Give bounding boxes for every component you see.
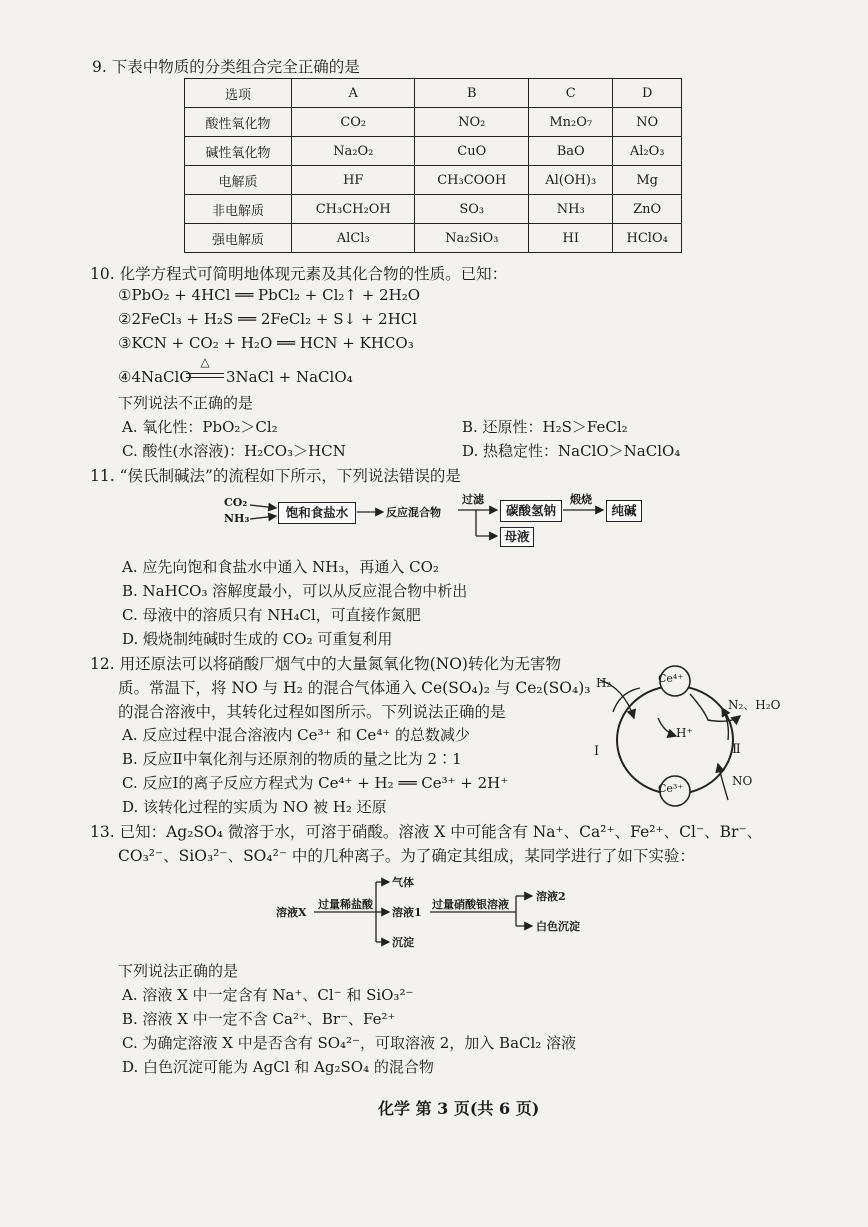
table-header-cell: B (415, 79, 529, 108)
no-label: NO (732, 774, 753, 788)
heat-condition: △ (200, 355, 210, 369)
q12-stem-line-1: 12. 用还原法可以将硝酸厂烟气中的大量氮氧化物(NO)转化为无害物 (90, 655, 561, 673)
table-cell: SO₃ (415, 195, 529, 224)
co2-label: CO₂ (224, 496, 248, 509)
soda-ash-box: 纯碱 (606, 500, 642, 522)
table-cell: NO₂ (415, 108, 529, 137)
table-cell: 强电解质 (185, 224, 292, 253)
table-cell: HI (529, 224, 613, 253)
silver-nitrate-label: 过量硝酸银溶液 (432, 898, 509, 911)
h2-label: H₂ (596, 676, 612, 690)
table-cell: BaO (529, 137, 613, 166)
table-cell: NH₃ (529, 195, 613, 224)
table-cell: Al(OH)₃ (529, 166, 613, 195)
table-header-cell: D (613, 79, 682, 108)
table-cell: Al₂O₃ (613, 137, 682, 166)
q12-option-a: A. 反应过程中混合溶液内 Ce³⁺ 和 Ce⁴⁺ 的总数减少 (122, 726, 471, 744)
q10-option-a: A. 氧化性：PbO₂＞Cl₂ (122, 418, 278, 436)
q9-stem: 9. 下表中物质的分类组合完全正确的是 (92, 58, 360, 76)
q13-option-b: B. 溶液 X 中一定不含 Ca²⁺、Br⁻、Fe²⁺ (122, 1010, 396, 1028)
q11-option-d: D. 煅烧制纯碱时生成的 CO₂ 可重复利用 (122, 630, 393, 648)
table-cell: HClO₄ (613, 224, 682, 253)
page-footer: 化学 第 3 页(共 6 页) (378, 1099, 540, 1118)
table-cell: Na₂O₂ (292, 137, 415, 166)
precipitate-label: 沉淀 (392, 936, 414, 949)
calcination-label: 煅烧 (570, 493, 592, 506)
n2-h2o-label: N₂、H₂O (728, 698, 781, 712)
q11-option-b: B. NaHCO₃ 溶解度最小，可以从反应混合物中析出 (122, 582, 468, 600)
sodium-bicarbonate-box: 碳酸氢钠 (500, 500, 562, 522)
q12-option-b: B. 反应Ⅱ中氧化剂与还原剂的物质的量之比为 2∶1 (122, 750, 462, 768)
q13-option-d: D. 白色沉淀可能为 AgCl 和 Ag₂SO₄ 的混合物 (122, 1058, 434, 1076)
solution-x-label: 溶液X (276, 906, 307, 919)
ce4-label: Ce⁴⁺ (658, 672, 684, 685)
q11-stem: 11. “侯氏制碱法”的流程如下所示，下列说法错误的是 (90, 467, 461, 485)
h-plus-label: H⁺ (676, 726, 693, 740)
q11-option-a: A. 应先向饱和食盐水中通入 NH₃，再通入 CO₂ (122, 558, 439, 576)
gas-label: 气体 (392, 876, 414, 889)
table-header-cell: 选项 (185, 79, 292, 108)
table-cell: 电解质 (185, 166, 292, 195)
q13-option-c: C. 为确定溶液 X 中是否含有 SO₄²⁻，可取溶液 2，加入 BaCl₂ 溶液 (122, 1034, 577, 1052)
ce3-label: Ce³⁺ (658, 782, 684, 795)
q13-option-a: A. 溶液 X 中一定含有 Na⁺、Cl⁻ 和 SiO₃²⁻ (122, 986, 414, 1004)
table-cell: 碱性氧化物 (185, 137, 292, 166)
q10-option-d: D. 热稳定性：NaClO＞NaClO₄ (462, 442, 681, 460)
reaction-2-label: Ⅱ (732, 742, 741, 757)
q10-option-b: B. 还原性：H₂S＞FeCl₂ (462, 418, 628, 436)
table-cell: CuO (415, 137, 529, 166)
q12-option-d: D. 该转化过程的实质为 NO 被 H₂ 还原 (122, 798, 387, 816)
table-cell: 非电解质 (185, 195, 292, 224)
reaction-mixture-label: 反应混合物 (386, 506, 441, 519)
q13-ask: 下列说法正确的是 (118, 962, 239, 980)
table-cell: CO₂ (292, 108, 415, 137)
q10-stem: 10. 化学方程式可简明地体现元素及其化合物的性质。已知： (90, 265, 508, 283)
reaction-1-label: Ⅰ (594, 744, 600, 759)
q10-equation-4-left: ④4NaClO (118, 368, 192, 386)
table-cell: CH₃COOH (415, 166, 529, 195)
table-cell: HF (292, 166, 415, 195)
q10-equation-1: ①PbO₂ + 4HCl ══ PbCl₂ + Cl₂↑ + 2H₂O (118, 286, 421, 304)
solution-2-label: 溶液2 (536, 890, 566, 903)
q12-stem-line-3: 的混合溶液中，其转化过程如图所示。下列说法正确的是 (118, 703, 506, 721)
q10-ask: 下列说法不正确的是 (118, 394, 254, 412)
table-cell: CH₃CH₂OH (292, 195, 415, 224)
q11-option-c: C. 母液中的溶质只有 NH₄Cl，可直接作氮肥 (122, 606, 421, 624)
q12-stem-line-2: 质。常温下，将 NO 与 H₂ 的混合气体通入 Ce(SO₄)₂ 与 Ce₂(SO₄)₃ (118, 679, 591, 697)
nh3-label: NH₃ (224, 512, 250, 525)
table-cell: NO (613, 108, 682, 137)
q10-equation-4-right: 3NaCl + NaClO₄ (226, 368, 353, 386)
q10-equation-3: ③KCN + CO₂ + H₂O ══ HCN + KHCO₃ (118, 334, 414, 352)
q10-option-c: C. 酸性(水溶液)：H₂CO₃＞HCN (122, 442, 346, 460)
table-cell: ZnO (613, 195, 682, 224)
q13-stem-line-1: 13. 已知：Ag₂SO₄ 微溶于水，可溶于硝酸。溶液 X 中可能含有 Na⁺、Ca²⁺、Fe²⁺、Cl⁻、Br⁻、 (90, 823, 763, 841)
table-cell: AlCl₃ (292, 224, 415, 253)
filtration-label: 过滤 (462, 493, 484, 506)
table-cell: 酸性氧化物 (185, 108, 292, 137)
q13-stem-line-2: CO₃²⁻、SiO₃²⁻、SO₄²⁻ 中的几种离子。为了确定其组成，某同学进行了如下实验： (118, 847, 695, 865)
table-cell: Na₂SiO₃ (415, 224, 529, 253)
table-header-cell: A (292, 79, 415, 108)
q10-equation-2: ②2FeCl₃ + H₂S ══ 2FeCl₂ + S↓ + 2HCl (118, 310, 418, 328)
saturated-brine-box: 饱和食盐水 (278, 502, 356, 524)
table-header-cell: C (529, 79, 613, 108)
table-cell: Mg (613, 166, 682, 195)
solution-1-label: 溶液1 (392, 906, 422, 919)
table-cell: Mn₂O₇ (529, 108, 613, 137)
white-precipitate-label: 白色沉淀 (536, 920, 580, 933)
dilute-hcl-label: 过量稀盐酸 (318, 898, 373, 911)
q12-option-c: C. 反应Ⅰ的离子反应方程式为 Ce⁴⁺ + H₂ ══ Ce³⁺ + 2H⁺ (122, 774, 509, 792)
mother-liquor-box: 母液 (500, 527, 534, 547)
